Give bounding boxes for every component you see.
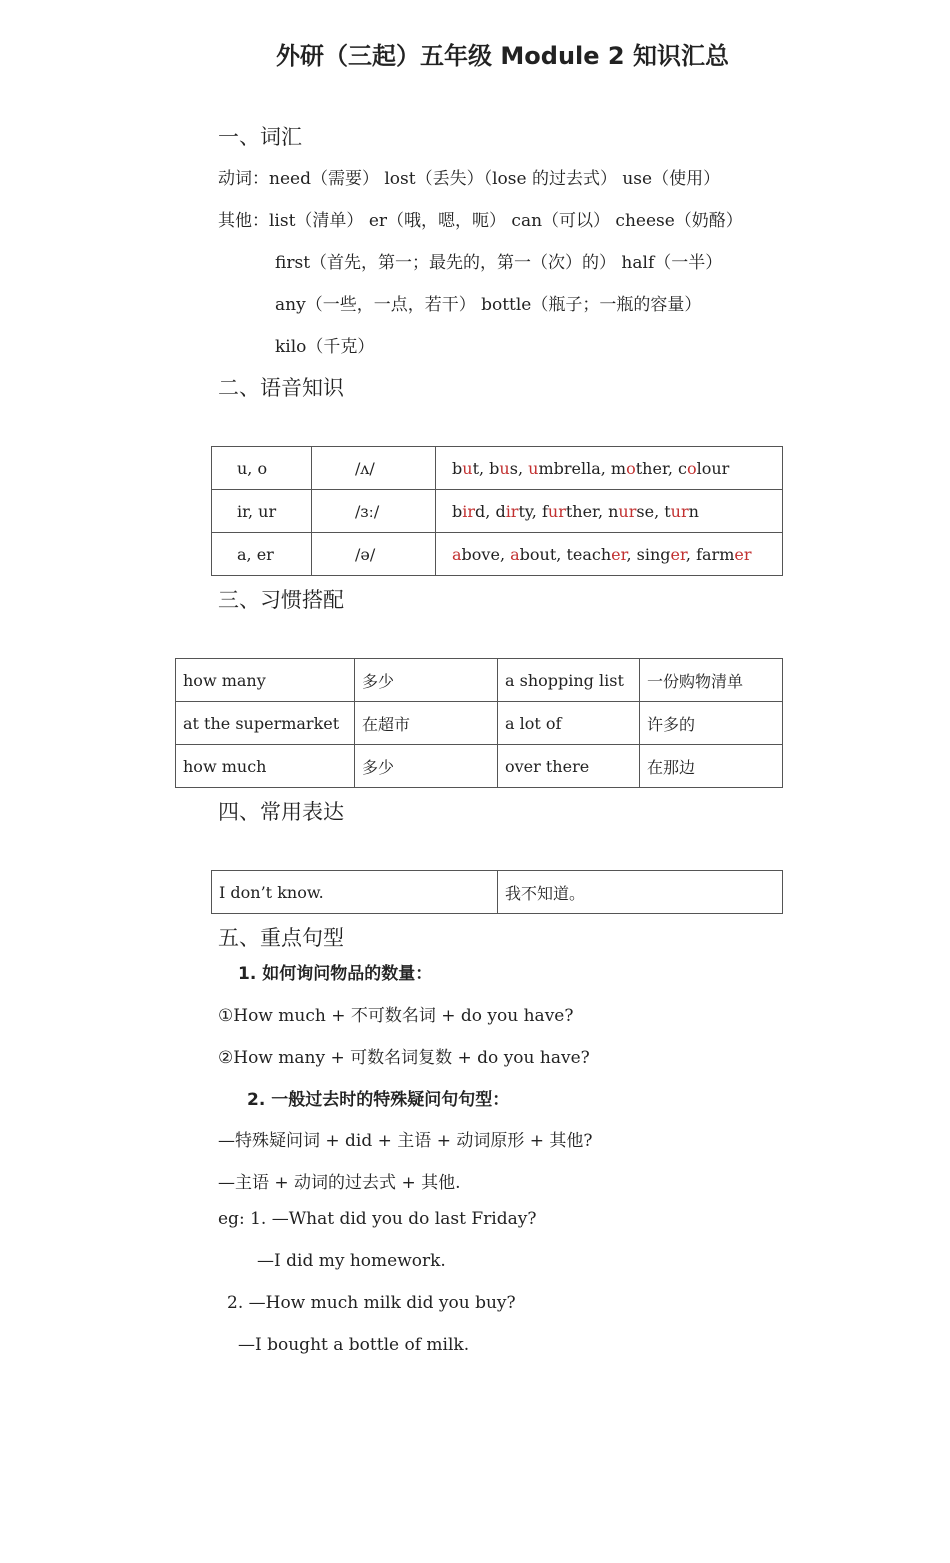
word-part: ty — [518, 501, 532, 521]
word-part: b — [452, 501, 463, 521]
phonics-words-cell: bird, dirty, further, nurse, turn — [436, 490, 783, 533]
pattern-line: ②How many + 可数名词复数 + do you have? — [218, 1048, 590, 1068]
section-heading-patterns: 五、重点句型 — [218, 926, 344, 950]
word-part: bove — [461, 544, 500, 564]
example-word — [696, 545, 751, 564]
phonics-letters: u, o — [237, 458, 268, 478]
table-row — [176, 745, 783, 788]
word-part: t — [472, 458, 479, 478]
word-part: farm — [696, 544, 735, 564]
word-part: d — [495, 501, 506, 521]
table-row — [212, 447, 783, 490]
word-part: t — [664, 501, 671, 521]
phonics-letters-cell — [212, 490, 312, 533]
phonics-letters: ir, ur — [237, 501, 277, 521]
example-word — [510, 545, 556, 564]
phrase-english-cell: how many — [176, 659, 355, 702]
table-row — [212, 490, 783, 533]
word-part: b — [452, 458, 463, 478]
phrase-english-cell: over there — [498, 745, 640, 788]
vocab-verbs-line: 动词：need（需要） lost（丢失）（lose 的过去式） use（使用） — [218, 169, 721, 189]
highlighted-letters: ur — [547, 501, 566, 521]
example-word — [452, 545, 500, 564]
phrase-english-cell: a shopping list — [498, 659, 640, 702]
example-line: 2. —How much milk did you buy? — [227, 1293, 516, 1313]
phonics-ipa: /ə/ — [355, 544, 376, 564]
word-part: sing — [636, 544, 671, 564]
vocab-others-line: first（首先，第一；最先的，第一（次）的） half（一半） — [275, 253, 723, 273]
example-word — [495, 502, 531, 521]
example-word — [611, 459, 668, 478]
highlighted-letters: er — [670, 544, 686, 564]
example-word — [566, 545, 626, 564]
pattern-line: ①How much + 不可数名词 + do you have? — [218, 1006, 574, 1026]
section-heading-expressions: 四、常用表达 — [218, 800, 344, 824]
word-part: s — [509, 458, 518, 478]
section-heading-vocab: 一、词汇 — [218, 125, 302, 149]
phrase-chinese-cell: 在那边 — [640, 745, 783, 788]
word-part: teach — [566, 544, 612, 564]
example-line: eg: 1. —What did you do last Friday? — [218, 1209, 537, 1229]
phrase-chinese-cell: 多少 — [355, 745, 498, 788]
highlighted-letters: ir — [505, 501, 519, 521]
example-word — [489, 459, 518, 478]
highlighted-letters: o — [686, 458, 697, 478]
pattern-line: —主语 + 动词的过去式 + 其他. — [218, 1173, 461, 1193]
example-line: —I bought a bottle of milk. — [238, 1335, 470, 1355]
table-row — [212, 871, 783, 914]
highlighted-letters: u — [462, 458, 473, 478]
phonics-letters-cell — [212, 533, 312, 576]
word-part: se — [636, 501, 655, 521]
example-word — [452, 502, 485, 521]
highlighted-letters: a — [452, 544, 462, 564]
expressions-table — [211, 870, 783, 914]
word-part: ther — [635, 458, 668, 478]
phonics-words-cell: but, bus, umbrella, mother, colour — [436, 447, 783, 490]
word-part: c — [678, 458, 687, 478]
section-heading-phrases: 三、习惯搭配 — [218, 588, 344, 612]
phrases-table — [175, 658, 783, 788]
word-part: ther — [565, 501, 598, 521]
word-part: m — [610, 458, 627, 478]
example-word — [678, 459, 729, 478]
phrase-english-cell: how much — [176, 745, 355, 788]
phonics-words-cell: above, about, teacher, singer, farmer — [436, 533, 783, 576]
word-part: n — [608, 501, 619, 521]
phonics-ipa-cell — [312, 533, 436, 576]
example-word — [664, 502, 699, 521]
table-row — [176, 702, 783, 745]
pattern-subheading: 1. 如何询问物品的数量： — [238, 964, 433, 984]
highlighted-letters: ur — [618, 501, 637, 521]
highlighted-letters: u — [528, 458, 539, 478]
example-word — [608, 502, 654, 521]
highlighted-letters: ur — [670, 501, 689, 521]
word-part: mbrella — [538, 458, 601, 478]
phonics-ipa-cell — [312, 490, 436, 533]
word-part: d — [475, 501, 486, 521]
example-word — [528, 459, 601, 478]
phonics-letters: a, er — [237, 544, 274, 564]
phrase-chinese-cell: 许多的 — [640, 702, 783, 745]
phonics-ipa-cell — [312, 447, 436, 490]
highlighted-letters: er — [734, 544, 752, 564]
word-part: lour — [696, 458, 730, 478]
word-part: f — [541, 501, 548, 521]
phonics-ipa: /ʌ/ — [355, 458, 375, 478]
expression-english-cell: I don’t know. — [212, 871, 498, 914]
table-row — [212, 533, 783, 576]
expression-chinese-cell: 我不知道。 — [498, 871, 783, 914]
example-word — [542, 502, 598, 521]
example-word — [637, 545, 686, 564]
phrase-chinese-cell: 在超市 — [355, 702, 498, 745]
phrase-english-cell: a lot of — [498, 702, 640, 745]
highlighted-letters: a — [510, 544, 520, 564]
section-heading-phonics: 二、语音知识 — [218, 376, 344, 400]
page-title: 外研（三起）五年级 Module 2 知识汇总 — [276, 42, 729, 70]
word-part: n — [688, 501, 699, 521]
pattern-subheading: 2. 一般过去时的特殊疑问句句型： — [247, 1090, 510, 1110]
vocab-others-line: kilo（千克） — [275, 337, 375, 357]
highlighted-letters: er — [611, 544, 627, 564]
phonics-ipa: /ɜː/ — [355, 501, 380, 521]
phrase-chinese-cell: 一份购物清单 — [640, 659, 783, 702]
vocab-others-line: 其他：list（清单） er（哦，嗯，呃） can（可以） cheese（奶酪） — [218, 211, 743, 231]
pattern-line: —特殊疑问词 + did + 主语 + 动词原形 + 其他? — [218, 1131, 593, 1151]
vocab-others-line: any（一些，一点，若干） bottle（瓶子；一瓶的容量） — [275, 295, 702, 315]
highlighted-letters: o — [626, 458, 636, 478]
example-line: —I did my homework. — [257, 1251, 446, 1271]
phonics-letters-cell — [212, 447, 312, 490]
phonics-table — [211, 446, 783, 576]
word-part: b — [489, 458, 500, 478]
phrase-chinese-cell: 多少 — [355, 659, 498, 702]
table-row — [176, 659, 783, 702]
example-word — [452, 459, 479, 478]
highlighted-letters: ir — [462, 501, 476, 521]
phrase-english-cell: at the supermarket — [176, 702, 355, 745]
word-part: bout — [519, 544, 557, 564]
highlighted-letters: u — [499, 458, 510, 478]
